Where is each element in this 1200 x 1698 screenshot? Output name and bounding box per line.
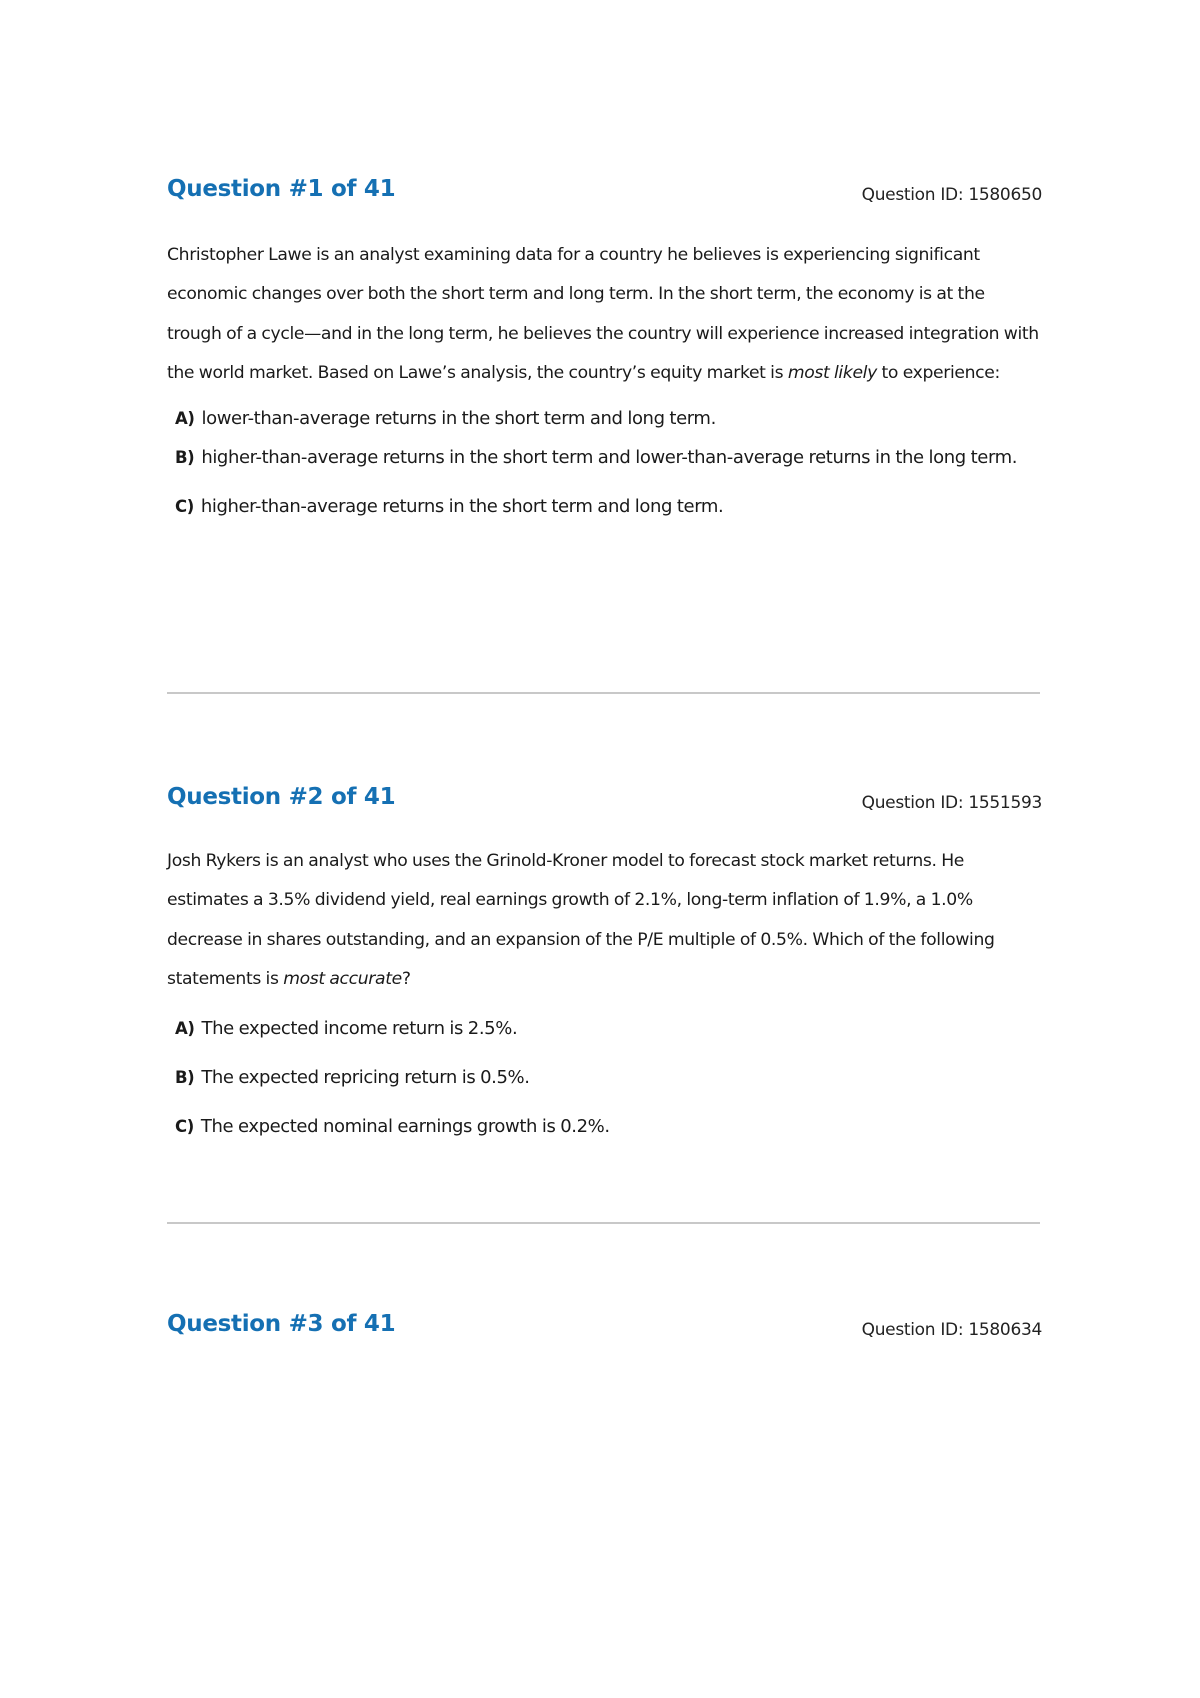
answer-options (167, 399, 1042, 526)
answer-option-b[interactable] (175, 438, 1042, 477)
question-title: Question #1 of 41 (167, 176, 396, 202)
option-letter: B) (175, 1068, 195, 1088)
option-text: lower-than-average returns in the short term and long term. (201, 408, 716, 430)
option-letter: A) (175, 409, 195, 429)
question-divider (167, 692, 1040, 694)
question-2 (167, 784, 1042, 1146)
question-header (167, 176, 1042, 216)
question-title: Question #2 of 41 (167, 784, 396, 810)
option-letter: C) (175, 497, 194, 517)
option-text: The expected nominal earnings growth is 0.2%. (200, 1116, 610, 1138)
option-text: The expected income return is 2.5%. (201, 1018, 518, 1040)
option-letter: C) (175, 1117, 194, 1137)
option-text: higher-than-average returns in the short term and long term. (200, 496, 724, 518)
question-header (167, 1311, 1042, 1351)
question-3 (167, 1311, 1042, 1351)
question-stem (167, 842, 1042, 999)
stem-emphasis: most accurate (283, 968, 402, 989)
question-stem (167, 236, 1042, 393)
question-id: Question ID: 1580634 (861, 1320, 1042, 1340)
answer-option-a[interactable] (175, 1009, 1042, 1048)
answer-option-a[interactable] (175, 399, 1042, 438)
question-id: Question ID: 1551593 (861, 793, 1042, 813)
stem-text-end: ? (401, 968, 411, 989)
answer-option-c[interactable] (175, 487, 1042, 526)
stem-text: Josh Rykers is an analyst who uses the Grinold-Kroner model to forecast stock market returns. He estimates a 3.5% dividend yield, real earnings growth of 2.1%, long-term inflation of 1.9%, a 1.0% decrease in shares outstanding, and an expansion of the P/E multiple of 0.5%. Which of the following statements is (167, 851, 995, 989)
option-letter: A) (175, 1019, 195, 1039)
question-id: Question ID: 1580650 (861, 185, 1042, 205)
stem-emphasis: most likely (787, 362, 877, 383)
answer-options (167, 1009, 1042, 1146)
answer-option-c[interactable] (175, 1107, 1042, 1146)
stem-text-end: to experience: (876, 362, 1000, 383)
question-1 (167, 176, 1042, 526)
option-letter: B) (175, 448, 195, 468)
option-text: higher-than-average returns in the short term and lower-than-average returns in the long term. (201, 447, 1018, 469)
question-header (167, 784, 1042, 824)
question-title: Question #3 of 41 (167, 1311, 396, 1337)
question-divider (167, 1222, 1040, 1224)
stem-text: Christopher Lawe is an analyst examining data for a country he believes is experiencing significant economic changes over both the short term and long term. In the short term, the economy is at the trough of a cycle—and in the long term, he believes the country will experience increased integration with the world market. Based on Lawe’s analysis, the country’s equity market is (167, 245, 1039, 383)
option-text: The expected repricing return is 0.5%. (201, 1067, 530, 1089)
answer-option-b[interactable] (175, 1058, 1042, 1097)
